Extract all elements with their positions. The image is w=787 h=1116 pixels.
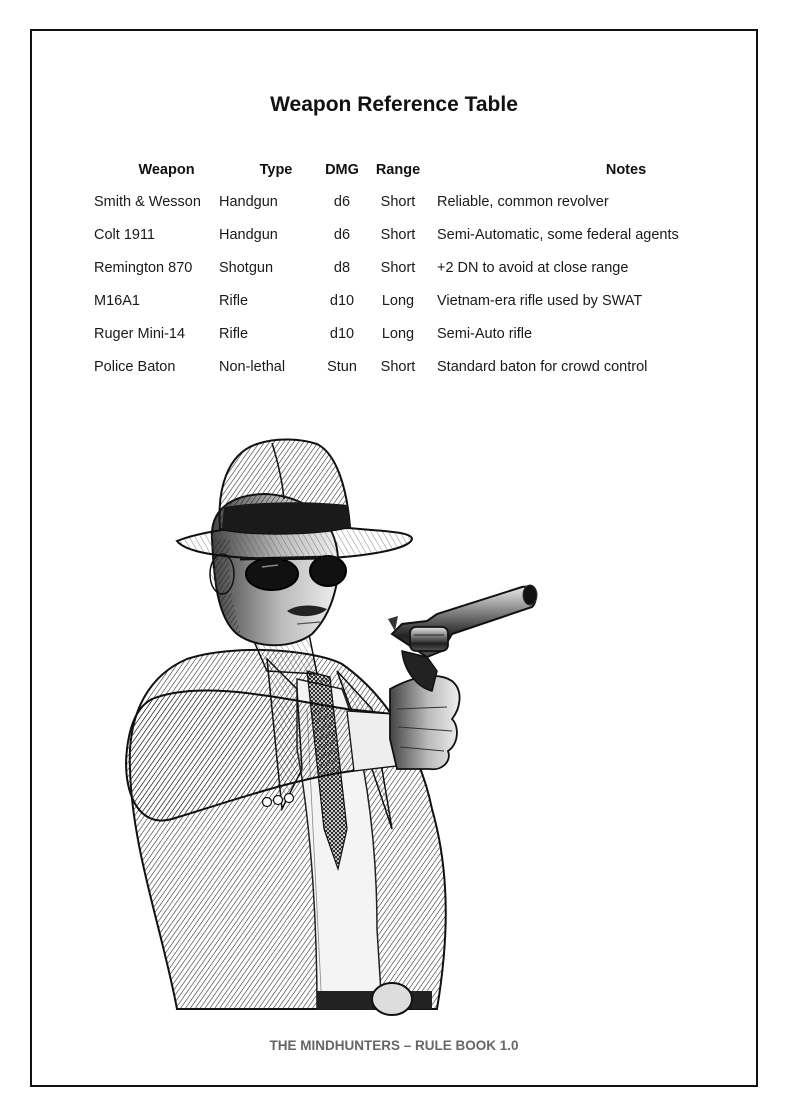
weapon-reference-table (84, 155, 749, 383)
cell-weapon: M16A1 (94, 292, 140, 309)
cell-weapon: Ruger Mini-14 (94, 325, 186, 342)
cell-type: Rifle (219, 325, 249, 342)
revolver-icon (388, 585, 537, 691)
cell-notes: Vietnam-era rifle used by SWAT (437, 292, 643, 309)
cell-weapon: Colt 1911 (94, 226, 155, 243)
cell-notes: Semi-Auto rifle (437, 325, 533, 342)
cell-notes: Reliable, common revolver (437, 193, 609, 210)
cell-range: Long (381, 325, 415, 342)
footer-text: THE MINDHUNTERS – RULE BOOK 1.0 (269, 1038, 519, 1053)
cell-notes: +2 DN to avoid at close range (437, 259, 629, 276)
table-row (84, 251, 749, 284)
cell-type: Rifle (219, 292, 249, 309)
belt-buckle (372, 983, 412, 1015)
page-title: Weapon Reference Table (270, 93, 518, 116)
table-header-row (84, 155, 749, 185)
cell-type: Shotgun (219, 259, 274, 276)
cell-range: Short (380, 358, 416, 375)
cell-type: Handgun (219, 226, 278, 243)
cell-weapon: Smith & Wesson (94, 193, 201, 210)
detective-illustration-svg (92, 409, 552, 1019)
cell-type: Handgun (219, 193, 278, 210)
cell-dmg: d6 (333, 226, 351, 243)
fedora-hat-icon (177, 439, 412, 559)
detective-with-revolver-illustration (92, 409, 552, 1019)
cell-weapon: Police Baton (94, 358, 176, 375)
cell-dmg: Stun (327, 358, 357, 375)
cell-notes: Semi-Automatic, some federal agents (437, 226, 679, 243)
cell-notes: Standard baton for crowd control (437, 358, 648, 375)
cell-range: Short (380, 193, 416, 210)
cell-dmg: d6 (333, 193, 351, 210)
hand (390, 676, 460, 769)
table-row (84, 284, 749, 317)
table-row (84, 317, 749, 350)
column-header-weapon: Weapon (138, 162, 195, 178)
table-row (84, 218, 749, 251)
column-header-dmg: DMG (325, 162, 359, 178)
cell-weapon: Remington 870 (94, 259, 193, 276)
cell-dmg: d10 (329, 292, 355, 309)
cell-range: Long (381, 292, 415, 309)
cell-dmg: d8 (333, 259, 351, 276)
column-header-type: Type (259, 162, 293, 178)
cell-type: Non-lethal (219, 358, 286, 375)
table-row (84, 350, 749, 383)
page-frame (30, 29, 758, 1087)
cell-range: Short (380, 259, 416, 276)
table-row (84, 185, 749, 218)
column-header-notes: Notes (605, 162, 647, 178)
cell-range: Short (380, 226, 416, 243)
column-header-range: Range (375, 162, 421, 178)
cell-dmg: d10 (329, 325, 355, 342)
